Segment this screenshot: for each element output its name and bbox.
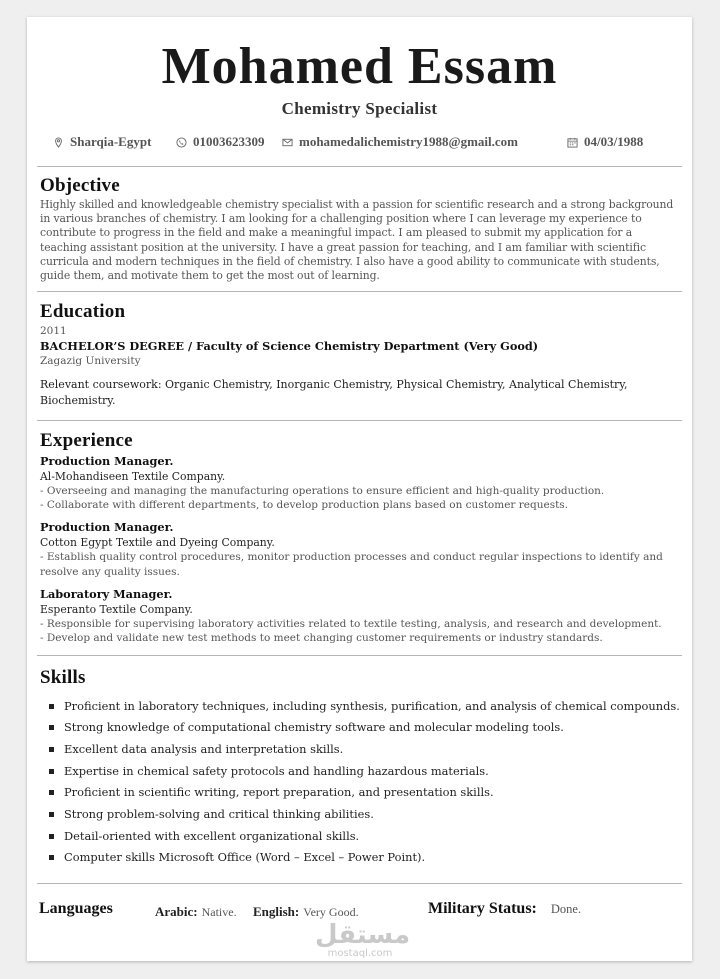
location-text: Sharqia-Egypt: [70, 134, 152, 149]
skill-text: Excellent data analysis and interpretation skills.: [64, 742, 344, 756]
calendar-icon: [567, 137, 578, 148]
bullet-icon: [49, 725, 54, 730]
skill-item: [49, 699, 680, 713]
education-year: 2011: [40, 325, 67, 337]
map-pin-icon: [53, 137, 64, 148]
objective-text: Highly skilled and knowledgeable chemistry specialist with a passion for scientific research and a strong background in various branches of chemistry. I am looking for a challenging position where I can leverage my experience to contribute to progress in the field and make a meaningful impact. I am pleased to submit my application for a teaching assistant position at the university. I have a great passion for teaching, and I am familiar with scientific curricula and modern techniques in the field of chemistry. I also have a good ability to communicate with students, guide them, and motivate them to get the most out of learning.: [40, 198, 674, 283]
languages-title: Languages: [39, 900, 113, 917]
envelope-icon: [282, 137, 293, 148]
divider: [37, 291, 682, 292]
contact-phone: [176, 134, 265, 150]
skill-text: Strong problem-solving and critical thinking abilities.: [64, 807, 374, 821]
birthdate-text: 04/03/1988: [584, 134, 644, 149]
divider: [37, 655, 682, 656]
arabic-value: Native.: [201, 905, 237, 919]
skill-text: Strong knowledge of computational chemistry software and molecular modeling tools.: [64, 720, 564, 734]
job-duty: resolve any quality issues.: [40, 566, 180, 578]
skill-text: Proficient in laboratory techniques, including synthesis, purification, and analysis of chemical compounds.: [64, 699, 680, 713]
job-duty: - Collaborate with different departments, to develop production plans based on customer requests.: [40, 499, 569, 511]
job-company: Cotton Egypt Textile and Dyeing Company.: [40, 536, 275, 549]
candidate-role: Chemistry Specialist: [281, 99, 438, 118]
bullet-icon: [49, 812, 54, 817]
divider: [37, 166, 682, 167]
job-position: Production Manager.: [40, 520, 174, 534]
contact-location: [53, 134, 151, 150]
languages-heading: [39, 900, 113, 918]
experience-heading: Experience: [40, 430, 133, 451]
phone-icon: [176, 137, 187, 148]
skill-item: [49, 807, 374, 821]
english-label: English:: [253, 904, 300, 919]
job-duty: - Develop and validate new test methods to meet changing customer requirements or industry standards.: [40, 632, 603, 644]
job-company: Esperanto Textile Company.: [40, 603, 193, 616]
skill-text: Computer skills Microsoft Office (Word – Excel – Power Point).: [64, 850, 426, 864]
skill-item: [49, 764, 489, 778]
skill-text: Proficient in scientific writing, report preparation, and presentation skills.: [64, 785, 494, 799]
education-university: Zagazig University: [40, 355, 141, 367]
resume-page: [27, 17, 692, 961]
skill-item: [49, 785, 494, 799]
bullet-icon: [49, 855, 54, 860]
bullet-icon: [49, 834, 54, 839]
skill-item: [49, 829, 359, 843]
objective-heading: Objective: [40, 175, 120, 196]
education-degree: BACHELOR’S DEGREE / Faculty of Science Chemistry Department (Very Good): [40, 339, 539, 353]
divider: [37, 420, 682, 421]
job-company: Al-Mohandiseen Textile Company.: [40, 470, 226, 483]
language-english: [253, 903, 359, 921]
skills-heading: Skills: [40, 667, 86, 688]
skill-item: [49, 720, 564, 734]
job-duty: - Establish quality control procedures, monitor production processes and conduct regular inspections to identify and: [40, 551, 663, 563]
candidate-name: Mohamed Essam: [161, 38, 558, 95]
mostaql-watermark: [315, 920, 411, 960]
education-coursework-line1: Relevant coursework: Organic Chemistry, Inorganic Chemistry, Physical Chemistry, Analytical Chemistry,: [40, 378, 628, 391]
skill-text: Detail-oriented with excellent organizational skills.: [64, 829, 360, 843]
military-status: [428, 900, 581, 918]
job-duty: - Responsible for supervising laboratory activities related to textile testing, analysis, and research and development.: [40, 618, 662, 630]
bullet-icon: [49, 747, 54, 752]
bullet-icon: [49, 790, 54, 795]
skill-text: Expertise in chemical safety protocols and handling hazardous materials.: [64, 764, 489, 778]
military-value: Done.: [550, 902, 582, 916]
watermark-latin: mostaql.com: [327, 948, 393, 959]
divider: [37, 883, 682, 884]
education-heading: Education: [40, 301, 126, 322]
contact-birthdate: [567, 134, 643, 150]
skill-item: [49, 742, 343, 756]
watermark-arabic: مستقل: [315, 920, 411, 950]
language-arabic: [155, 903, 237, 921]
skill-item: [49, 850, 425, 864]
english-value: Very Good.: [303, 905, 359, 919]
bullet-icon: [49, 769, 54, 774]
email-text[interactable]: mohamedalichemistry1988@gmail.com: [299, 134, 518, 149]
phone-text: 01003623309: [193, 134, 265, 149]
bullet-icon: [49, 704, 54, 709]
arabic-label: Arabic:: [155, 904, 198, 919]
contact-email: [282, 134, 518, 150]
job-duty: - Overseeing and managing the manufacturing operations to ensure efficient and high-quality production.: [40, 485, 605, 497]
job-position: Production Manager.: [40, 454, 174, 468]
job-position: Laboratory Manager.: [40, 587, 173, 601]
military-label: Military Status:: [428, 900, 537, 917]
education-coursework-line2: Biochemistry.: [40, 394, 116, 407]
